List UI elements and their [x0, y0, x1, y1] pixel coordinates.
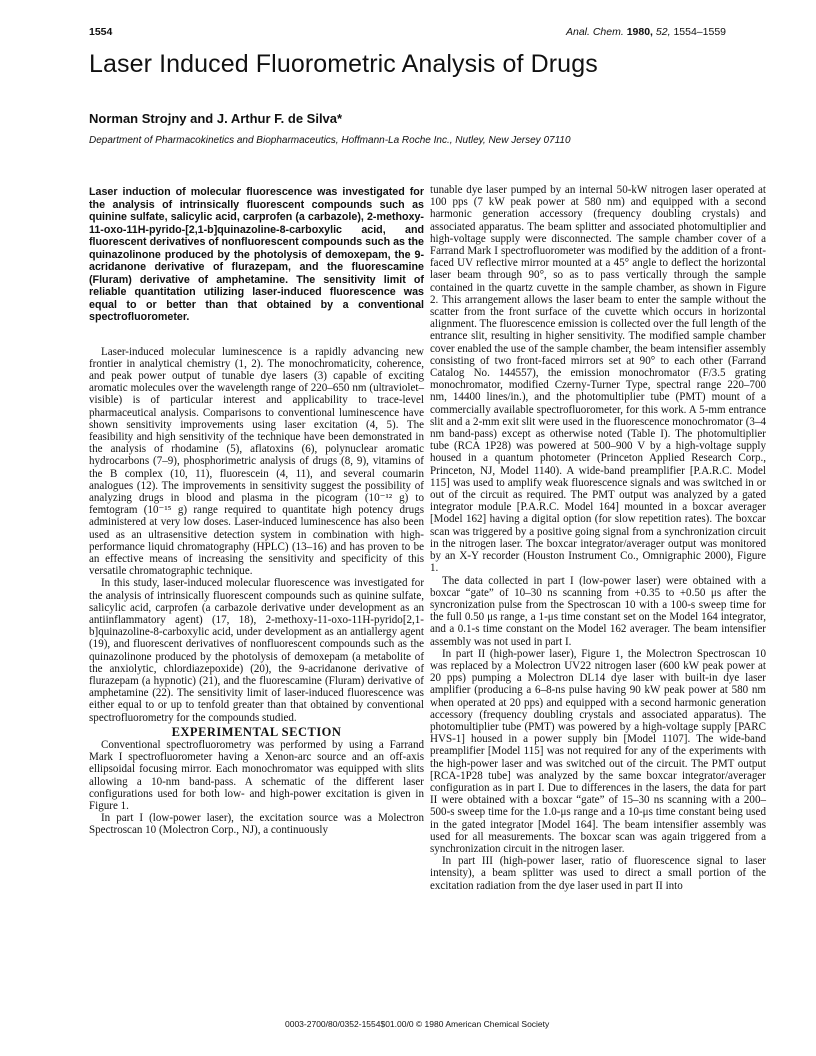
copyright-footer: 0003-2700/80/0352-1554$01.00/0 © 1980 American Chemical Society — [285, 1019, 550, 1029]
journal-name: Anal. Chem. — [566, 26, 624, 38]
authors: Norman Strojny and J. Arthur F. de Silva* — [89, 111, 343, 126]
running-head — [566, 26, 726, 38]
experimental-paragraph: In part I (low-power laser), the excitation source was a Molectron Spectroscan 10 (Molectron Corp., NJ), a continuously — [89, 812, 424, 837]
article-title: Laser Induced Fluorometric Analysis of Drugs — [89, 50, 598, 78]
body-paragraph: In part II (high-power laser), Figure 1, the Molectron Spectroscan 10 was replaced by a Molectron UV22 nitrogen laser (600 kW peak power at 20 pps) pumping a Molectron DL14 dye laser with built-in dye laser amplifier (producing a 6–8-ns pulse having 90 kW peak power at 580 nm when operated at 20 pps) and equipped with a second harmonic generation accessory (frequency doubling crystals and associated apparatus). The photomultiplier tube (PMT) was powered by a high-voltage supply [PARC HVS-1] housed in a power supply bin [Model 1107]. The wide-band preamplifier [Model 115] was not required for any of the experiments with the high-power laser and was switched out of the circuit. The PMT output [RCA-1P28 tube] was analyzed by the same boxcar integrator/averager configuration as in part I. Due to differences in the lasers, the data for part II were obtained with a boxcar “gate” of 15–30 ns scanning with a 200–500-s sweep time for the 1.0-μs range and a 10-μs time constant being used in the gated integrator [Model 164]. The beam intensifier assembly was used for all measurements. The boxcar scan was again triggered from a synchronization circuit in the nitrogen laser. — [430, 647, 766, 855]
section-heading: EXPERIMENTAL SECTION — [171, 724, 342, 739]
abstract: Laser induction of molecular fluorescence was investigated for the analysis of intrinsically fluorescent compounds such as quinine sulfate, salicylic acid, carprofen (a carbazole), 2-methoxy-11-oxo-11H-pyrido-[2,1-b]quinazoline-8-carboxylic acid, and fluorescent derivatives of nonfluorescent compounds such as the quinazolinone produced by the photolysis of demoxepam, the 9-acridanone derivative of flurazepam, and the fluorescamine (Fluram) derivative of amphetamine. The sensitivity limit of reliable quantitation utilizing laser-induced fluorescence was equal to or better than that obtained by a conventional spectrofluorometer. — [89, 186, 424, 323]
affiliation: Department of Pharmacokinetics and Biopharmaceutics, Hoffmann-La Roche Inc., Nutley, New Jersey 07110 — [89, 135, 571, 146]
left-column — [89, 186, 424, 837]
body-paragraph: tunable dye laser pumped by an internal 50-kW nitrogen laser operated at 100 pps (7 kW peak power at 580 nm) and equipped with a second harmonic generation accessory (frequency doubling crystals) and associated apparatus. The beam splitter and associated photomultiplier and high-voltage supply were disconnected. The sample chamber cover of a Farrand Mark I spectrofluorometer was modified by the addition of a front-faced UV reflective mirror mounted at a 45° angle to deflect the horizontal laser beam through 90°, so as to pass vertically through the sample contained in the quartz cuvette in the sample chamber, as shown in Figure 2. This arrangement allows the laser beam to enter the sample without the scatter from the front surface of the cuvette which occurs in horizontal alignment. The fluorescence emission is collected over the full length of the entrance slit, resulting in higher sensitivity. The modified sample chamber cover enabled the use of the sample chamber, the beam intensifier assembly consisting of two front-faced mirrors set at 90° to each other (Farrand Catalog No. 144557), the emission monochromator (F/3.5 grating monochromator, modified Czerny-Turner Type, spectral range 220–700 nm, 14400 lines/in.), and the photomultiplier tube (PMT) mount of a commercially available spectrofluorometer, for this work. A 5-mm entrance slit and a 2-mm exit slit were used in the fluorescence monochromator (3–4 nm band-pass) except as otherwise noted (Table I). The photomultiplier tube (RCA 1P28) was powered at 500–900 V by a high-voltage supply housed in a quantum photometer (Princeton Applied Research Corp., Princeton, NJ, Model 1140). A wide-band preamplifier [P.A.R.C. Model 115] was used to amplify weak fluorescence signals and was switched in or out of the circuit as required. The PMT output was analyzed by a gated integrator module [P.A.R.C. Model 164] mounted in a boxcar averager [Model 162] having a digital option (for slow repetition rates). The boxcar scan was triggered by a positive going signal from a synchronization circuit in the nitrogen laser. The boxcar integrator/averager output was monitored by an X-Y recorder (Houston Instrument Co., Omnigraphic 2000), Figure 1. — [430, 184, 766, 575]
body-paragraph: The data collected in part I (low-power laser) were obtained with a boxcar “gate” of 10–30 ns scanning from +0.35 to +0.50 μs after the syncronization pulse from the Spectroscan 10 with a 100-s sweep time for the full 0.50 μs range, a 1-μs time constant set on the Model 164 integrator, and a 0.1-s time constant on the Model 162 averager. The beam intensifier assembly was not used in part I. — [430, 574, 766, 648]
journal-pages: 1554–1559 — [673, 26, 726, 38]
experimental-paragraph: Conventional spectrofluorometry was performed by using a Farrand Mark I spectrofluorometer having a Xenon-arc source and an off-axis ellipsoidal focusing mirror. Each monochromator was equipped with slits allowing a 10-nm band-pass. A schematic of the different laser configurations used for both low- and high-power excitation is given in Figure 1. — [89, 739, 424, 813]
journal-volume: 52, — [655, 26, 671, 38]
page-number: 1554 — [89, 26, 113, 38]
intro-paragraph: Laser-induced molecular luminescence is a rapidly advancing new frontier in analytical chemistry (1, 2). The monochromaticity, coherence, and peak power output of tunable dye lasers (3) capable of exciting aromatic molecules over the wavelength range of 220–650 nm (ultraviolet–visible) is of particular interest and applicability to trace-level pharmaceutical analysis. Comparisons to conventional luminescence have shown sensitivity improvements using laser excitation (4, 5). The feasibility and high sensitivity of the technique have been demonstrated in the analysis of rhodamine (5), aflatoxins (6), polynuclear aromatic hydrocarbons (7–9), phosphorimetric analysis of drugs (8, 9), vitamins of the B complex (10, 11), fluorescein (4, 11), and several coumarin analogues (12). The improvements in sensitivity suggest the possibility of analyzing drugs in blood and plasma in the picogram (10⁻¹² g) to femtogram (10⁻¹⁵ g) range required to quantitate high potency drugs administered at very low doses. Laser-induced luminescence has also been used as an ultrasensitive detection system in combination with high-performance liquid chromatography (HPLC) (13–16) and has proven to be an effective means of increasing the sensitivity and specificity of this versatile chromatographic technique. — [89, 345, 424, 578]
body-paragraph: In part III (high-power laser, ratio of fluorescence signal to laser intensity), a beam splitter was used to direct a small portion of the excitation radiation from the dye laser used in part II into — [430, 855, 766, 892]
right-column — [430, 184, 766, 892]
intro-paragraph: In this study, laser-induced molecular fluorescence was investigated for the analysis of intrinsically fluorescent compounds such as quinine sulfate, salicylic acid, carprofen (a carbazole derivative under development as an antiinflammatory agent) (17, 18), 2-methoxy-11-oxo-11H-pyrido[2,1-b]quinazoline-8-carboxylic acid, under development as an antiallergy agent (19), and fluorescent derivatives of nonfluorescent compounds such as the quinazolinone produced by the photolysis of demoxepam (a metabolite of the anxiolytic, chlordiazepoxide) (20), the 9-acridanone derivative of flurazepam (a hypnotic) (21), and the fluorescamine (Fluram) derivative of amphetamine (22). The sensitivity limit of laser-induced fluorescence was either equal to or up to tenfold greater than that obtained by conventional spectrofluorometry for the compounds studied. — [89, 577, 424, 724]
journal-year: 1980, — [626, 26, 653, 38]
